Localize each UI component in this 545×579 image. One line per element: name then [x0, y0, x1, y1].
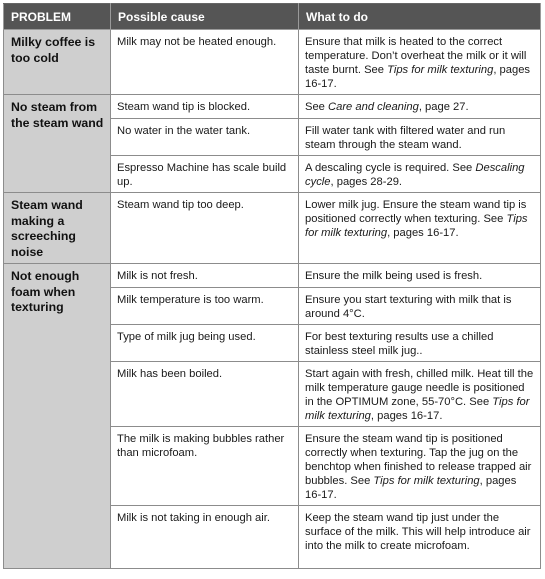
instruction-text: Keep the steam wand tip just under the surface of the milk. This will help introduce air into the milk to create microfoam.: [305, 512, 531, 552]
cause-cell: Type of milk jug being used.: [111, 325, 299, 362]
cause-cell: Espresso Machine has scale build up.: [111, 156, 299, 193]
what-to-do-cell: [299, 156, 541, 193]
what-to-do-cell: [299, 506, 541, 569]
table-header-row: [4, 4, 541, 30]
cross-reference: Descaling cycle: [305, 162, 525, 188]
instruction-text: See: [305, 101, 329, 113]
problem-cell: No steam from the steam wand: [4, 95, 111, 193]
instruction-text: , pages 16-17.: [305, 64, 531, 90]
cause-cell: Milk is not taking in enough air.: [111, 506, 299, 569]
instruction-text: For best texturing results use a chilled stainless steel milk jug..: [305, 331, 494, 357]
cause-cell: The milk is making bubbles rather than microfoam.: [111, 427, 299, 506]
instruction-text: Ensure the steam wand tip is positioned correctly when texturing. Tap the jug on the benchtop when finished to release trapped air bubbles. See: [305, 433, 532, 487]
cross-reference: Tips for milk texturing: [305, 396, 530, 422]
cross-reference: Tips for milk texturing: [305, 213, 528, 239]
what-to-do-cell: [299, 288, 541, 325]
what-to-do-cell: [299, 119, 541, 156]
cause-cell: Steam wand tip too deep.: [111, 193, 299, 264]
what-to-do-cell: [299, 264, 541, 288]
problem-cell: Milky coffee is too cold: [4, 30, 111, 95]
table-row: [4, 30, 541, 95]
cross-reference: Tips for milk texturing: [373, 475, 480, 487]
table-body: [4, 30, 541, 569]
instruction-text: Ensure the milk being used is fresh.: [305, 270, 483, 282]
instruction-text: Ensure that milk is heated to the correct temperature. Don’t overheat the milk or it will taste burnt. See: [305, 36, 527, 76]
troubleshooting-table: [3, 3, 541, 569]
instruction-text: , pages 16-17.: [387, 227, 459, 239]
what-to-do-cell: [299, 427, 541, 506]
header-what-to-do: What to do: [299, 4, 541, 30]
cross-reference: Care and cleaning: [328, 101, 419, 113]
cause-cell: Milk has been boiled.: [111, 362, 299, 427]
instruction-text: Lower milk jug. Ensure the steam wand tip is positioned correctly when texturing. See: [305, 199, 527, 225]
cross-reference: Tips for milk texturing: [387, 64, 494, 76]
cause-cell: Steam wand tip is blocked.: [111, 95, 299, 119]
instruction-text: , pages 16-17.: [305, 475, 517, 501]
instruction-text: Start again with fresh, chilled milk. Heat till the milk temperature gauge needle is positioned in the OPTIMUM zone, 55-70°C. See: [305, 368, 534, 408]
what-to-do-cell: [299, 193, 541, 264]
cause-cell: No water in the water tank.: [111, 119, 299, 156]
instruction-text: A descaling cycle is required. See: [305, 162, 476, 174]
instruction-text: Ensure you start texturing with milk that is around 4°C.: [305, 294, 512, 320]
header-possible-cause: Possible cause: [111, 4, 299, 30]
problem-cell: Not enough foam when texturing: [4, 264, 111, 569]
what-to-do-cell: [299, 325, 541, 362]
instruction-text: , pages 16-17.: [370, 410, 443, 422]
table-row: [4, 95, 541, 119]
problem-cell: Steam wand making a screeching noise: [4, 193, 111, 264]
table-row: [4, 264, 541, 288]
header-problem: PROBLEM: [4, 4, 111, 30]
what-to-do-cell: [299, 362, 541, 427]
what-to-do-cell: [299, 30, 541, 95]
instruction-text: Fill water tank with filtered water and run steam through the steam wand.: [305, 125, 506, 151]
what-to-do-cell: [299, 95, 541, 119]
cause-cell: Milk may not be heated enough.: [111, 30, 299, 95]
cause-cell: Milk is not fresh.: [111, 264, 299, 288]
instruction-text: , pages 28-29.: [330, 176, 403, 188]
instruction-text: , page 27.: [418, 101, 469, 113]
table-row: [4, 193, 541, 264]
cause-cell: Milk temperature is too warm.: [111, 288, 299, 325]
